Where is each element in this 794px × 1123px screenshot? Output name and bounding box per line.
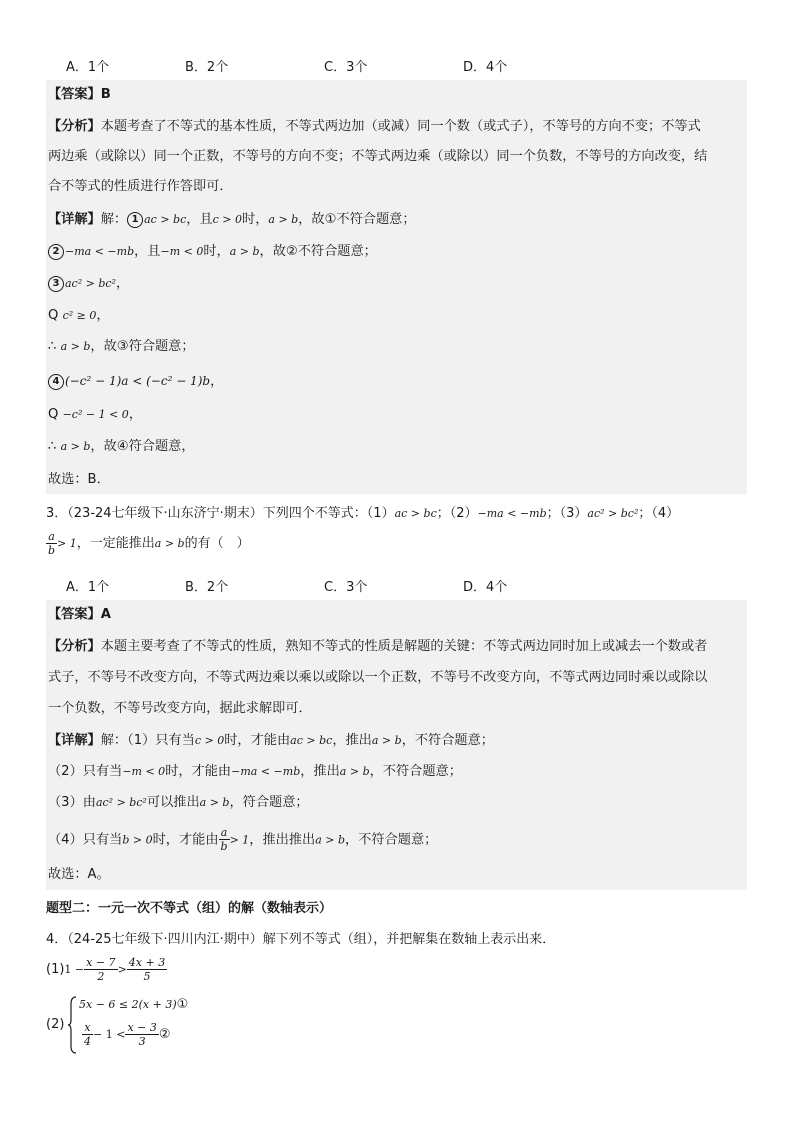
section-heading: 题型二：一元一次不等式（组）的解（数轴表示） <box>46 901 333 916</box>
fraction: $\frac{a}{b}$ <box>48 530 56 557</box>
q2-detail-line-4: Q c² ≥ 0， <box>48 308 110 323</box>
q2-detail-line-7: Q −c² − 1 < 0， <box>48 407 142 422</box>
q3-option-d: D．4个 <box>463 580 508 595</box>
q2-option-d: D．4个 <box>463 60 508 75</box>
q3-options <box>66 576 766 596</box>
fraction: $\frac{x - 3}{3}$ <box>127 1021 157 1048</box>
q3-analysis-line-2: 式子，不等号不改变方向，不等式两边乘以乘以或除以一个正数，不等号不改变方向，不等式两边同时乘以或除以 <box>48 670 708 685</box>
left-brace-icon <box>67 996 77 1054</box>
q4-part-1: (1)1 − $\frac{x - 7}{2}$ > $\frac{4x + 3}{5}$ <box>46 956 166 983</box>
q4-part-2-eq2: $\frac{x}{4}$ − 1 < $\frac{x - 3}{3}$ ② <box>84 1021 171 1048</box>
q2-detail-line-8: ∴ a > b，故④符合题意， <box>48 439 195 454</box>
q3-answer: 【答案】A <box>48 607 111 622</box>
q2-detail-line-5: ∴ a > b，故③符合题意； <box>48 339 195 354</box>
q2-detail-line-2: 2 −ma < −mb，且−m < 0时，a > b，故②不符合题意； <box>46 241 747 263</box>
q3-detail-line-3: （3）由ac² > bc²可以推出a > b，符合题意； <box>48 795 309 810</box>
q3-detail-line-2: （2）只有当−m < 0时，才能由−ma < −mb，推出a > b，不符合题意； <box>48 764 462 779</box>
q3-conclusion: 故选：A。 <box>48 867 110 882</box>
q3-stem-line-1: 3．（23-24七年级下·山东济宁·期末）下列四个不等式：（1）ac > bc；（2）−ma < −mb；（3）ac² > bc²；（4） <box>46 506 680 521</box>
q2-option-a: A．1个 <box>66 60 110 75</box>
fraction: $\frac{4x + 3}{5}$ <box>128 956 166 983</box>
q3-detail-line-4: （4）只有当b > 0时，才能由 $\frac{a}{b}$ > 1，推出推出a > b，不符合题意； <box>48 826 438 853</box>
q3-option-a: A．1个 <box>66 580 110 595</box>
q2-option-b: B．2个 <box>185 60 229 75</box>
q4-part-2-label: (2) <box>46 1017 65 1032</box>
circled-number-icon: 4 <box>48 374 64 390</box>
fraction: $\frac{x}{4}$ <box>84 1021 91 1048</box>
q2-detail-line-6: 4 (−c² − 1)a < (−c² − 1)b， <box>46 370 747 392</box>
q2-analysis-line-2: 两边乘（或除以）同一个正数，不等号的方向不变；不等式两边乘（或除以）同一个负数，不等号的方向改变，结 <box>48 149 708 164</box>
q4-part-2-eq1: 5x − 6 ≤ 2(x + 3)① <box>79 997 189 1012</box>
q2-conclusion: 故选：B． <box>48 472 110 487</box>
circled-number-icon: 2 <box>48 244 64 260</box>
q2-options <box>66 56 766 76</box>
q3-option-c: C．3个 <box>324 580 368 595</box>
q3-analysis-line-1: 【分析】本题主要考查了不等式的性质，熟知不等式的性质是解题的关键：不等式两边同时加上或减去一个数或者 <box>48 639 708 654</box>
circled-number-icon: 1 <box>127 212 143 228</box>
q3-detail-line-1: 【详解】解：（1）只有当c > 0时，才能由ac > bc，推出a > b，不符合题意； <box>48 733 494 748</box>
circled-number-icon: 3 <box>48 276 64 292</box>
fraction: $\frac{x - 7}{2}$ <box>86 956 116 983</box>
q3-stem-line-2: $\frac{a}{b}$ > 1，一定能推出a > b的有（ ） <box>48 530 250 557</box>
q3-analysis-line-3: 一个负数，不等号改变方向，据此求解即可． <box>48 701 312 716</box>
q3-option-b: B．2个 <box>185 580 229 595</box>
q2-detail-line-1: 【详解】解： 1 ac > bc，且c > 0时，a > b，故①不符合题意； <box>48 212 416 227</box>
q2-answer: 【答案】B <box>48 87 111 102</box>
q2-analysis-line-3: 合不等式的性质进行作答即可． <box>48 179 233 194</box>
q2-detail-line-3: 3 ac² > bc²， <box>46 273 747 295</box>
fraction: $\frac{a}{b}$ <box>220 826 228 853</box>
q4-stem: 4．（24-25七年级下·四川内江·期中）解下列不等式（组），并把解集在数轴上表示出来． <box>46 932 556 947</box>
q2-analysis-line-1: 【分析】本题考查了不等式的基本性质，不等式两边加（或减）同一个数（或式子），不等号的方向不变；不等式 <box>48 119 701 134</box>
q2-option-c: C．3个 <box>324 60 368 75</box>
